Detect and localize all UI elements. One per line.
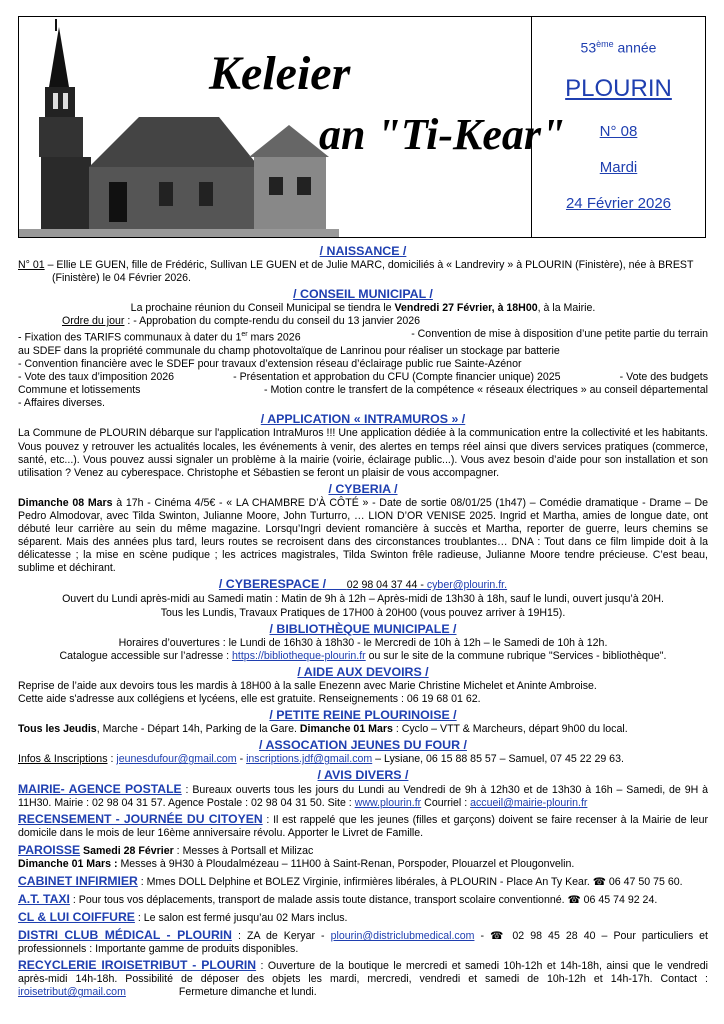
avis-recensement: RECENSEMENT - JOURNÉE DU CITOYEN : Il est rappelé que les jeunes (filles et garçons) doivent se faire recenser à la Mairie de leur domicile dans le mois de leur 16ème anniversaire révolu. Apporter le Livret de Famille. <box>18 812 708 840</box>
town-name: PLOURIN <box>565 75 672 102</box>
conseil-odj: Ordre du jour : - Approbation du compte-rendu du conseil du 13 janvier 2026 <box>62 315 421 328</box>
intramuros-text: La Commune de PLOURIN débarque sur l'application IntraMuros !!! Une application dédiée à la communication entre la collectivité et les habitants. Vous pouvez y retrouver les actualités locales, les événements à venir, des alertes en temps réel ainsi que divers services pratiques (commerce, santé, etc...). Vous pouvez aussi signaler un problème à la mairie (voirie, éclairage public...). Vous avez besoin d’aide pour son installation et son utilisation ? Venez au cyberespace. Christophe et Sébastien se feront un plaisir de vous accompagner. <box>18 427 708 479</box>
avis-paroisse: PAROISSE Samedi 28 Février : Messes à Portsall et Milizac <box>18 842 314 857</box>
avis-mairie: MAIRIE- AGENCE POSTALE : Bureaux ouverts tous les jours du Lundi au Vendredi de 9h à 12h30 et de 13h30 à 16h – Samedi, de 9H à 11H30. Mairie : 02 98 04 31 57. Agence Postale : 02 98 04 31 50. Site : www.plourin.fr Courriel : accueil@mairie-plourin.fr <box>18 782 708 810</box>
avis-paroisse-dimanche: Dimanche 01 Mars : Messes à 9H30 à Ploudalmézeau – 11H00 à Saint-Renan, Porspoder, Plouarzel et Plougonvelin. <box>18 857 575 870</box>
section-title-avis: / AVIS DIVERS / <box>317 768 409 783</box>
devoirs-line2: Cette aide s'adresse aux collégiens et lycéens, elle est gratuite. Renseignements : 06 19 68 01 62. <box>18 692 481 705</box>
cyberespace-tp: Tous les Lundis, Travaux Pratiques de 17H00 à 20H00 (vous pouvez arriver à 19H15). <box>160 606 566 619</box>
section-title-reine: / PETITE REINE PLOURINOISE / <box>269 707 457 722</box>
naissance-entry-cont: (Finistère) le 04 Février 2026. <box>52 272 191 285</box>
weekday: Mardi <box>599 159 638 176</box>
cyber-email-link[interactable]: cyber@plourin.fr. <box>426 579 508 592</box>
avis-cabinet: CABINET INFIRMIER : Mmes DOLL Delphine et BOLEZ Virginie, infirmières libérales, à PLOURIN - Place An Ty Kear. ☎ 06 47 50 75 60. <box>18 873 683 888</box>
section-title-bibliotheque: / BIBLIOTHÈQUE MUNICIPALE / <box>269 621 457 636</box>
chapel-illustration <box>19 17 566 237</box>
conseil-row1: - Fixation des TARIFS communaux à dater du 1er mars 2026 - Convention de mise à disposition d’une petite partie du terrain <box>18 328 708 344</box>
mairie-site-link[interactable]: www.plourin.fr <box>354 797 422 810</box>
bibliotheque-catalogue: Catalogue accessible sur l’adresse : https://bibliotheque-plourin.fr ou sur le site de la commune rubrique "Services - bibliothèque". <box>59 649 667 662</box>
edition-year: 53ème année <box>580 39 657 56</box>
inscriptions-email-link[interactable]: inscriptions.jdf@gmail.com <box>246 753 373 766</box>
avis-recyclerie: RECYCLERIE IROISETRIBUT - PLOURIN : Ouverture de la boutique le mercredi et samedi 10h-12h et 14h-18h, ainsi que le vendredi après-midi 14h-18h. Possibilité de déposer des objets les mardi, mercredi, vendredi et samedi de 10h-12h et 14h-17h. Contact : iroisetribut@gmail.com Fermeture dimanche et lundi. <box>18 958 708 999</box>
jeunes-text: Infos & Inscriptions : jeunesdufour@gmail.com - inscriptions.jdf@gmail.com – Lysiane, 06 15 88 85 57 – Samuel, 07 45 22 29 63. <box>18 753 624 766</box>
devoirs-line1: Reprise de l’aide aux devoirs tous les mardis à 18H00 à la salle Enezenn avec Marie Christine Michelet et Aninte Ambroise. <box>18 679 597 692</box>
conseil-row4: - Vote des taux d’imposition 2026 - Présentation et approbation du CFU (Compte financier unique) 2025 - Vote des budgets <box>18 371 708 384</box>
jeunes-email-link[interactable]: jeunesdufour@gmail.com <box>116 753 237 766</box>
avis-taxi: A.T. TAXI : Pour tous vos déplacements, transport de malade assis toute distance, transport scolaire conventionné. ☎ 06 45 74 92 24. <box>18 891 658 906</box>
masthead-title-line2: an "Ti-Kear" <box>319 110 566 159</box>
conseil-intro: La prochaine réunion du Conseil Municipal se tiendra le Vendredi 27 Février, à 18H00, à la Mairie. <box>130 302 596 315</box>
section-title-intramuros: / APPLICATION « INTRAMUROS » / <box>260 412 466 427</box>
recyclerie-email-link[interactable]: iroisetribut@gmail.com <box>18 986 126 999</box>
section-title-jeunes: / ASSOCATION JEUNES DU FOUR / <box>259 738 467 753</box>
newsletter-header <box>18 16 706 238</box>
reine-text: Tous les Jeudis, Marche - Départ 14h, Parking de la Gare. Dimanche 01 Mars : Cyclo – VTT & Marcheurs, départ 9h00 du local. <box>18 722 628 735</box>
issue-number: N° 08 <box>599 123 638 140</box>
conseil-row6: - Affaires diverses. <box>18 397 105 410</box>
conseil-row5: Commune et lotissements - Motion contre le transfert de la compétence « réseaux électriques » au conseil départemental <box>18 384 708 397</box>
section-title-naissance: / NAISSANCE / <box>319 244 407 258</box>
mairie-email-link[interactable]: accueil@mairie-plourin.fr <box>470 797 588 810</box>
bibliotheque-link[interactable]: https://bibliotheque-plourin.fr <box>232 649 366 662</box>
issue-info <box>532 17 705 237</box>
issue-date: 24 Février 2026 <box>565 195 672 212</box>
avis-coiffure: CL & LUI COIFFURE : Le salon est fermé jusqu’au 02 Mars inclus. <box>18 909 348 924</box>
section-title-cyberespace: / CYBERESPACE / 02 98 04 37 44 - cyber@plourin.fr. <box>218 577 508 592</box>
newsletter-body <box>18 242 708 999</box>
conseil-row3: - Convention financière avec le SDEF pour travaux d’extension réseau d’éclairage public rue Sainte-Azénor <box>18 358 522 371</box>
avis-distri: DISTRI CLUB MÉDICAL - PLOURIN : ZA de Keryar - plourin@districlubmedical.com - ☎ 02 98 45 28 40 – Pour particuliers et professionnels : Importante gamme de produits disponibles. <box>18 928 708 956</box>
cyberia-text: Dimanche 08 Mars à 17h - Cinéma 4/5€ - « LA CHAMBRE D’À CÔTÉ » - Date de sortie 08/01/25 (1h47) – Comédie dramatique - Drame – De Pedro Almodovar, avec Tilda Swinton, Julianne Moore, John Turturro, … LION D’OR VENISE 2025. Ingrid et Martha, amies de longue date, ont débuté leur carrière au sein du même magazine. Lorsqu’Ingri devient romancière à succès et Martha, reporter de guerre, leurs chemins se séparent. Mais des années plus tard, leurs routes se recroisent dans des circonstances troublantes… DNA : Tout dans ce film limpide doit à la délicatesse ; la mise en scène pudique ; les actrices magistrales, Tilda Swinton frêle radieuse, Julianne Moore tendre précieuse. C’est beau, sublime et déchirant. <box>18 496 708 575</box>
cyberespace-hours: Ouvert du Lundi après-midi au Samedi matin : Matin de 9h à 12h – Après-midi de 13h30 à 18h, sauf le lundi, ouvert jusqu’à 20H. <box>62 593 664 606</box>
section-title-devoirs: / AIDE AUX DEVOIRS / <box>297 664 429 679</box>
masthead <box>19 17 566 237</box>
section-title-cyberia: / CYBERIA / <box>328 481 398 496</box>
masthead-title-line1: Keleier <box>209 47 351 100</box>
distri-email-link[interactable]: plourin@districlubmedical.com <box>330 930 475 942</box>
conseil-row2: au SDEF dans la propriété communale du champ photovoltaïque de Lanrinou pour réaliser un stockage par batterie <box>18 345 560 357</box>
bibliotheque-hours: Horaires d’ouvertures : le Lundi de 16h30 à 18h30 - le Mercredi de 10h à 12h – le Samedi de 10h à 12h. <box>118 636 608 649</box>
section-title-conseil: / CONSEIL MUNICIPAL / <box>293 287 433 302</box>
naissance-entry: N° 01 – Ellie LE GUEN, fille de Frédéric, Sullivan LE GUEN et de Julie MARC, domiciliés à « Landreviry » à PLOURIN (Finistère), née à BREST <box>18 259 694 271</box>
